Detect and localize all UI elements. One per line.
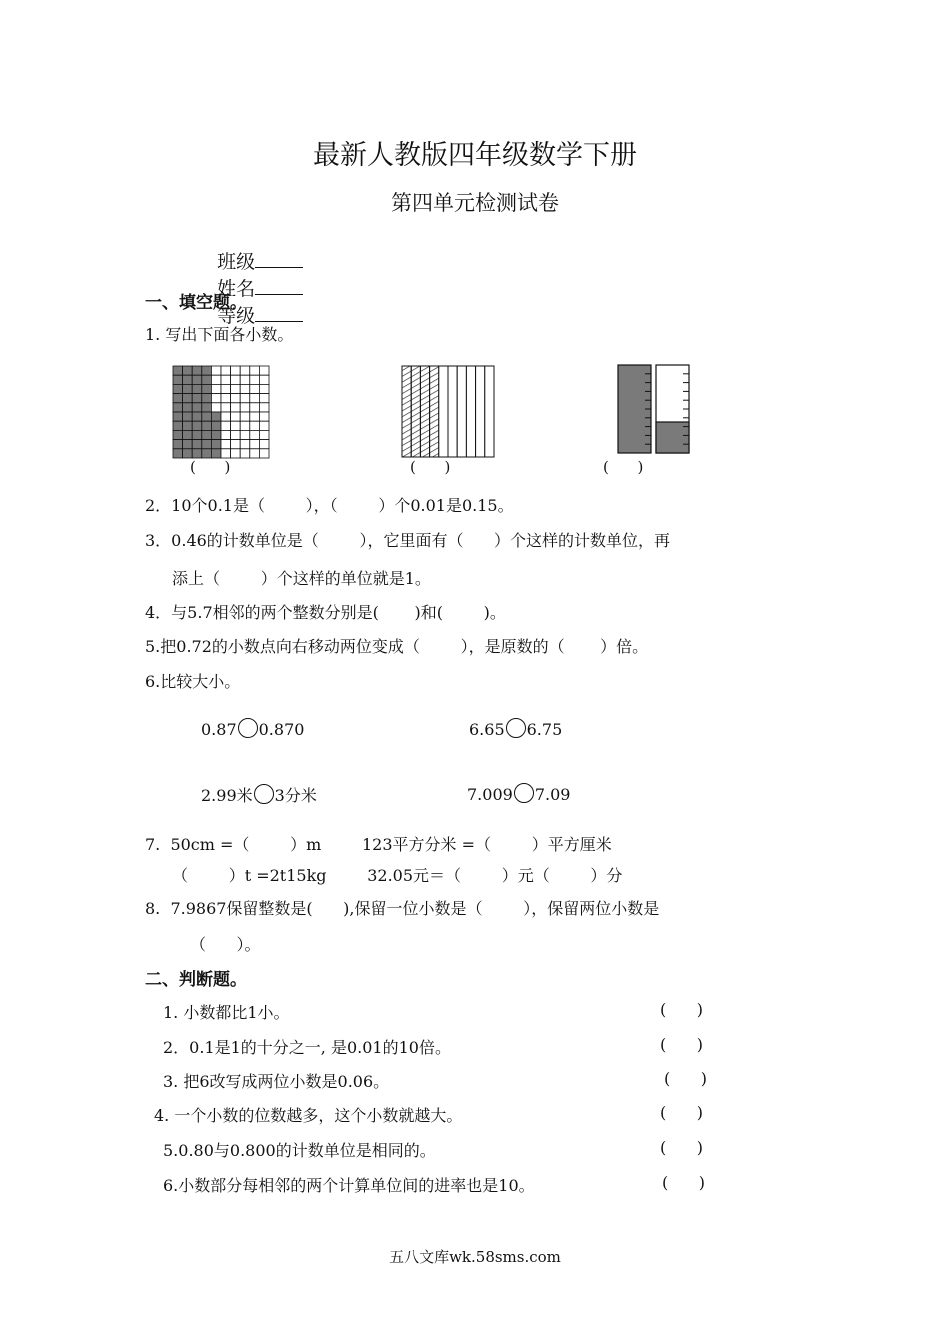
- grid-cell: [221, 430, 231, 439]
- judge-item: 1. 小数都比1小。: [163, 1003, 290, 1022]
- grid-cell: [259, 384, 269, 393]
- grid-cell: [202, 384, 212, 393]
- grid-cell: [173, 421, 183, 430]
- judge-item: 5.0.80与0.800的计数单位是相同的。: [163, 1141, 436, 1160]
- strip: [430, 366, 439, 457]
- grid-cell: [259, 449, 269, 458]
- grid-cell: [240, 430, 250, 439]
- grid-cell: [231, 384, 241, 393]
- compare-item: 6.65 6.75: [469, 720, 563, 739]
- grid-cell: [231, 430, 241, 439]
- grid-cell: [211, 412, 221, 421]
- grid-cell: [173, 403, 183, 412]
- grid-cell: [250, 421, 260, 430]
- grid-cell: [211, 449, 221, 458]
- grid-cell: [192, 412, 202, 421]
- grid-cell: [173, 440, 183, 449]
- grid-cell: [183, 440, 193, 449]
- question-7-line1: 7. 50cm =（ ）m 123平方分米 =（ ）平方厘米: [145, 835, 612, 854]
- grid-cell: [259, 375, 269, 384]
- grid-cell: [231, 440, 241, 449]
- judge-item: 2．0.1是1的十分之一, 是0.01的10倍。: [163, 1038, 451, 1057]
- strip: [485, 366, 494, 457]
- section1-heading: 一、填空题。: [145, 293, 247, 313]
- grid-cell: [250, 440, 260, 449]
- grid-cell: [202, 375, 212, 384]
- compare-circle[interactable]: [506, 718, 526, 738]
- grid-cell: [231, 375, 241, 384]
- grid-cell: [192, 421, 202, 430]
- judge-answer-paren[interactable]: ( ): [660, 1035, 703, 1054]
- strip: [439, 366, 448, 457]
- grid-cell: [250, 449, 260, 458]
- grid-cell: [173, 449, 183, 458]
- grid-cell: [221, 384, 231, 393]
- grid-cell: [240, 403, 250, 412]
- grid-cell: [202, 366, 212, 375]
- class-blank[interactable]: [255, 249, 303, 268]
- figure-tenth-strips: [401, 365, 495, 459]
- grid-cell: [221, 394, 231, 403]
- grid-cell: [192, 403, 202, 412]
- judge-answer-paren[interactable]: ( ): [664, 1069, 707, 1088]
- grid-cell: [192, 375, 202, 384]
- grid-cell: [240, 375, 250, 384]
- grid-cell: [221, 449, 231, 458]
- grid-cell: [231, 394, 241, 403]
- grid-cell: [192, 394, 202, 403]
- grid-cell: [211, 394, 221, 403]
- grid-cell: [202, 440, 212, 449]
- section2-heading: 二、判断题。: [145, 970, 247, 990]
- grid-cell: [211, 403, 221, 412]
- judge-item: 6.小数部分每相邻的两个计算单位间的进率也是10。: [163, 1176, 535, 1195]
- grid-cell: [192, 440, 202, 449]
- grid-cell: [221, 412, 231, 421]
- grid-cell: [240, 449, 250, 458]
- grid-cell: [259, 366, 269, 375]
- grid-cell: [173, 366, 183, 375]
- compare-circle[interactable]: [254, 784, 274, 804]
- question-8-line2: （ ）。: [190, 935, 261, 954]
- grid-cell: [183, 403, 193, 412]
- grid-cell: [240, 421, 250, 430]
- compare-circle[interactable]: [238, 718, 258, 738]
- grid-cell: [240, 384, 250, 393]
- grid-cell: [231, 412, 241, 421]
- grid-cell: [173, 394, 183, 403]
- grid-cell: [250, 366, 260, 375]
- figure2-answer[interactable]: ( ): [410, 458, 451, 476]
- grid-cell: [240, 412, 250, 421]
- judge-item: 4. 一个小数的位数越多，这个小数就越大。: [154, 1106, 463, 1125]
- judge-answer-paren[interactable]: ( ): [660, 1138, 703, 1157]
- grid-cell: [183, 449, 193, 458]
- grid-cell: [173, 375, 183, 384]
- grid-cell: [202, 403, 212, 412]
- grid-cell: [173, 384, 183, 393]
- grid-cell: [250, 403, 260, 412]
- compare-item: 2.99米 3分米: [201, 786, 317, 805]
- grid-cell: [192, 366, 202, 375]
- grid-cell: [211, 430, 221, 439]
- figure-measuring-bars: [612, 364, 694, 456]
- grid-cell: [221, 366, 231, 375]
- grid-cell: [202, 430, 212, 439]
- question-7-line2: （ ）t =2t15kg 32.05元＝（ ）元（ ）分: [172, 866, 623, 885]
- grid-cell: [250, 384, 260, 393]
- judge-item: 3. 把6改写成两位小数是0.06。: [163, 1072, 390, 1091]
- class-label: 班级: [217, 251, 256, 273]
- grid-cell: [221, 375, 231, 384]
- strip: [420, 366, 429, 457]
- grid-cell: [259, 403, 269, 412]
- grid-cell: [231, 449, 241, 458]
- strip: [402, 366, 411, 457]
- strip: [457, 366, 466, 457]
- grid-cell: [183, 421, 193, 430]
- grid-cell: [202, 394, 212, 403]
- question-1: 1. 写出下面各小数。: [145, 325, 294, 344]
- grid-cell: [202, 412, 212, 421]
- judge-answer-paren[interactable]: ( ): [660, 1000, 703, 1019]
- grid-cell: [221, 421, 231, 430]
- grid-cell: [192, 384, 202, 393]
- judge-answer-paren[interactable]: ( ): [660, 1103, 703, 1122]
- grid-cell: [202, 421, 212, 430]
- grid-cell: [183, 375, 193, 384]
- grid-cell: [259, 430, 269, 439]
- grid-cell: [250, 430, 260, 439]
- grid-cell: [259, 394, 269, 403]
- question-3-line2: 添上（ ）个这样的单位就是1。: [172, 569, 431, 588]
- figure1-answer[interactable]: ( ): [190, 458, 231, 476]
- grid-cell: [183, 366, 193, 375]
- grid-cell: [183, 430, 193, 439]
- grid-cell: [183, 412, 193, 421]
- page-title: 最新人教版四年级数学下册: [313, 140, 637, 171]
- compare-circle[interactable]: [514, 783, 534, 803]
- grid-cell: [202, 449, 212, 458]
- grid-cell: [211, 375, 221, 384]
- grid-cell: [221, 440, 231, 449]
- grid-cell: [250, 394, 260, 403]
- grid-cell: [183, 384, 193, 393]
- judge-answer-paren[interactable]: ( ): [662, 1173, 705, 1192]
- question-4: 4．与5.7相邻的两个整数分别是( )和( )。: [145, 603, 506, 622]
- grid-cell: [259, 412, 269, 421]
- grid-cell: [240, 366, 250, 375]
- strip: [476, 366, 485, 457]
- grid-cell: [173, 430, 183, 439]
- name-label: 姓名: [217, 278, 256, 300]
- grade-label: 等级: [217, 305, 256, 327]
- grid-cell: [231, 421, 241, 430]
- strip: [466, 366, 475, 457]
- grade-blank[interactable]: [255, 303, 303, 322]
- figure-hundred-grid: [172, 365, 272, 459]
- grid-cell: [231, 403, 241, 412]
- question-6: 6.比较大小。: [145, 672, 241, 691]
- compare-item: 0.87 0.870: [201, 720, 305, 739]
- grid-cell: [221, 403, 231, 412]
- grid-cell: [192, 449, 202, 458]
- figure3-answer[interactable]: ( ): [603, 458, 644, 476]
- name-blank[interactable]: [255, 276, 303, 295]
- grid-cell: [240, 394, 250, 403]
- grid-cell: [173, 412, 183, 421]
- strip: [448, 366, 457, 457]
- question-5: 5.把0.72的小数点向右移动两位变成（ ），是原数的（ ）倍。: [145, 637, 649, 656]
- grid-cell: [211, 440, 221, 449]
- compare-item: 7.009 7.09: [467, 785, 571, 804]
- grid-cell: [259, 440, 269, 449]
- question-3-line1: 3．0.46的计数单位是（ ），它里面有（ ）个这样的计数单位，再: [145, 531, 671, 550]
- grid-cell: [259, 421, 269, 430]
- grid-cell: [211, 384, 221, 393]
- grid-cell: [250, 412, 260, 421]
- page-subtitle: 第四单元检测试卷: [391, 191, 559, 215]
- grid-cell: [192, 430, 202, 439]
- grid-cell: [250, 375, 260, 384]
- footer-watermark: 五八文库wk.58sms.com: [389, 1248, 561, 1266]
- question-8-line1: 8. 7.9867保留整数是( ),保留一位小数是（ ），保留两位小数是: [145, 899, 660, 918]
- grid-cell: [183, 394, 193, 403]
- grid-cell: [211, 421, 221, 430]
- grid-cell: [211, 366, 221, 375]
- question-2: 2．10个0.1是（ ），（ ）个0.01是0.15。: [145, 496, 514, 515]
- grid-cell: [231, 366, 241, 375]
- grid-cell: [240, 440, 250, 449]
- strip: [411, 366, 420, 457]
